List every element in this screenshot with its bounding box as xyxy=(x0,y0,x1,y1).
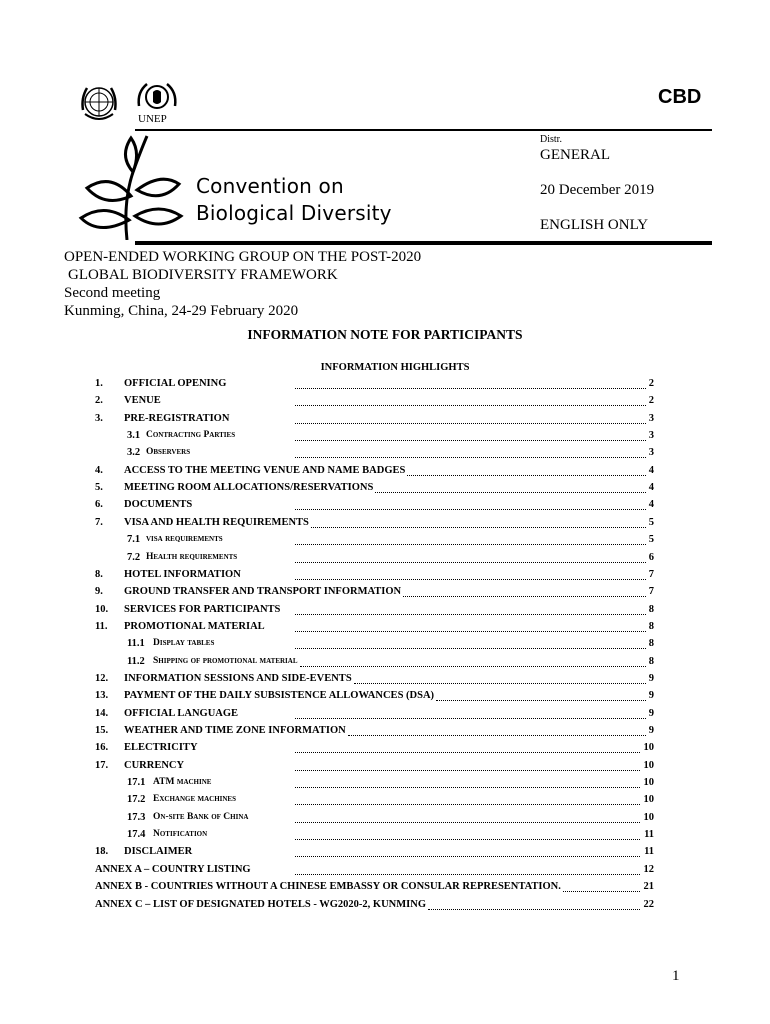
toc-entry-number: 18. xyxy=(95,846,109,858)
convention-name-line2: Biological Diversity xyxy=(196,201,392,225)
toc-entry-page: 4 xyxy=(648,482,654,494)
toc-entry-leader xyxy=(295,638,646,649)
toc-entry-number: 17.3 xyxy=(127,811,146,823)
toc-entry[interactable] xyxy=(0,430,770,446)
toc-entry-leader xyxy=(375,482,646,493)
cbd-plant-logo-icon xyxy=(75,132,187,240)
toc-entry-number: 10. xyxy=(95,603,109,615)
header-rule-bottom xyxy=(135,241,712,245)
distribution-general: GENERAL xyxy=(540,147,610,163)
toc-entry-label: ANNEX C – LIST OF DESIGNATED HOTELS - WG2020-2, KUNMING xyxy=(95,898,426,910)
toc-entry[interactable] xyxy=(0,656,770,672)
toc-entry-label: WEATHER AND TIME ZONE INFORMATION xyxy=(124,725,346,736)
toc-entry-label: GROUND TRANSFER AND TRANSPORT INFORMATION xyxy=(124,586,402,598)
toc-entry-leader xyxy=(403,586,646,597)
toc-entry-leader xyxy=(295,760,640,771)
toc-entry-number: 6. xyxy=(95,499,103,511)
toc-entry[interactable] xyxy=(0,482,770,498)
toc-entry-leader xyxy=(407,465,646,476)
toc-entry-label: DISCLAIMER xyxy=(124,846,193,858)
toc-entry-number: 3.2 xyxy=(127,447,141,459)
toc-entry-number: 8. xyxy=(95,568,103,580)
toc-entry[interactable] xyxy=(0,395,770,411)
toc-entry-page: 8 xyxy=(648,603,654,615)
toc-entry[interactable] xyxy=(0,517,770,533)
toc-entry[interactable] xyxy=(0,794,770,810)
toc-entry-label: SERVICES FOR PARTICIPANTS xyxy=(124,603,281,615)
toc-entry[interactable] xyxy=(0,725,770,741)
toc-entry-page: 6 xyxy=(648,551,654,563)
toc-entry-label: PAYMENT OF THE DAILY SUBSISTENCE ALLOWANCES (DSA) xyxy=(124,690,435,702)
meeting-session: Second meeting xyxy=(64,285,161,301)
toc-entry-leader xyxy=(295,829,640,840)
toc-entry-label: OFFICIAL OPENING xyxy=(124,378,227,389)
toc-entry-label: VENUE xyxy=(124,395,161,407)
toc-entry-leader xyxy=(295,864,640,875)
toc-entry-page: 5 xyxy=(648,516,654,528)
toc-entry-leader xyxy=(295,569,646,580)
toc-entry-leader xyxy=(295,708,646,719)
toc-entry-number: 17.1 xyxy=(127,777,146,789)
toc-entry[interactable] xyxy=(0,621,770,637)
toc-entry-label: VISA AND HEALTH REQUIREMENTS xyxy=(124,516,309,528)
toc-entry[interactable] xyxy=(0,552,770,568)
toc-entry-label: Observers xyxy=(146,447,191,458)
toc-entry-leader xyxy=(295,534,646,545)
toc-entry-leader xyxy=(300,656,646,667)
toc-entry[interactable] xyxy=(0,378,770,394)
toc-entry-page: 8 xyxy=(648,638,654,650)
toc-entry-leader xyxy=(436,690,646,701)
toc-entry-label: On-site Bank of China xyxy=(153,811,249,822)
toc-entry-leader xyxy=(428,899,640,910)
document-language: ENGLISH ONLY xyxy=(540,217,649,233)
toc-entry-leader xyxy=(295,395,646,406)
toc-entry[interactable] xyxy=(0,638,770,654)
toc-entry[interactable] xyxy=(0,708,770,724)
toc-entry-page: 3 xyxy=(648,447,654,459)
toc-entry-label: Contracting Parties xyxy=(146,430,236,441)
toc-entry-number: 4. xyxy=(95,464,103,476)
toc-entry-number: 3.1 xyxy=(127,430,141,442)
toc-entry-number: 7.2 xyxy=(127,551,141,563)
toc-entry-label: INFORMATION SESSIONS AND SIDE-EVENTS xyxy=(124,672,352,684)
toc-entry-label: ANNEX B - COUNTRIES WITHOUT A CHINESE EMBASSY OR CONSULAR REPRESENTATION. xyxy=(95,881,561,893)
page-title: INFORMATION NOTE FOR PARTICIPANTS xyxy=(247,327,523,342)
meeting-title-line1: OPEN-ENDED WORKING GROUP ON THE POST-2020 xyxy=(64,249,422,265)
toc-entry[interactable] xyxy=(0,760,770,776)
toc-entry-number: 11.1 xyxy=(127,638,145,650)
toc-entry-number: 3. xyxy=(95,412,103,424)
toc-entry-number: 14. xyxy=(95,707,109,719)
toc-entry-page: 22 xyxy=(643,898,654,910)
toc-entry-label: Health requirements xyxy=(146,551,238,562)
toc-entry-leader xyxy=(295,413,646,424)
toc-entry-page: 8 xyxy=(648,620,654,632)
toc-entry[interactable] xyxy=(0,604,770,620)
toc-entry-page: 10 xyxy=(643,759,654,771)
toc-entry[interactable] xyxy=(0,864,770,880)
toc-entry-label: CURRENCY xyxy=(124,759,185,771)
toc-entry-number: 9. xyxy=(95,586,103,598)
toc-entry-page: 7 xyxy=(648,568,654,580)
toc-entry[interactable] xyxy=(0,673,770,689)
toc-entry-number: 2. xyxy=(95,395,103,407)
toc-entry-leader xyxy=(295,552,646,563)
toc-entry[interactable] xyxy=(0,742,770,758)
toc-entry-leader xyxy=(348,725,646,736)
toc-entry-leader xyxy=(354,673,646,684)
toc-entry-number: 16. xyxy=(95,742,109,754)
toc-entry-leader xyxy=(295,846,640,857)
toc-entry-leader xyxy=(295,378,646,389)
toc-entry-number: 12. xyxy=(95,672,109,684)
toc-entry-page: 5 xyxy=(648,534,654,546)
toc-entry-label: MEETING ROOM ALLOCATIONS/RESERVATIONS xyxy=(124,482,374,494)
toc-entry-leader xyxy=(295,812,640,823)
toc-entry-leader xyxy=(295,742,640,753)
toc-entry-label: Exchange machines xyxy=(153,794,236,805)
meeting-venue-dates: Kunming, China, 24-29 February 2020 xyxy=(64,303,299,319)
un-emblem-icon xyxy=(77,80,121,124)
toc-entry-leader xyxy=(295,621,646,632)
toc-entry-label: ATM machine xyxy=(153,777,212,788)
toc-entry-page: 9 xyxy=(648,672,654,684)
page-number: 1 xyxy=(672,968,680,984)
toc-entry-label: PRE-REGISTRATION xyxy=(124,412,230,424)
unep-logo-icon xyxy=(135,80,179,114)
toc-entry[interactable] xyxy=(0,881,770,897)
toc-entry-number: 11.2 xyxy=(127,655,145,667)
toc-entry-leader xyxy=(295,604,646,615)
toc-entry-number: 13. xyxy=(95,690,109,702)
toc-entry[interactable] xyxy=(0,586,770,602)
toc-entry-label: PROMOTIONAL MATERIAL xyxy=(124,620,265,632)
distr-label: Distr. xyxy=(540,134,562,145)
toc-entry-page: 11 xyxy=(644,846,654,858)
toc-entry-number: 11. xyxy=(95,620,108,632)
toc-entry-page: 10 xyxy=(643,811,654,823)
toc-entry[interactable] xyxy=(0,569,770,585)
toc-entry-leader xyxy=(295,447,646,458)
toc-entry-label: HOTEL INFORMATION xyxy=(124,568,241,580)
toc-entry-label: Shipping of promotional material xyxy=(153,655,298,666)
toc-entry-page: 4 xyxy=(648,499,654,511)
meeting-title-line2: GLOBAL BIODIVERSITY FRAMEWORK xyxy=(68,267,338,283)
toc-entry[interactable] xyxy=(0,499,770,515)
toc-entry-label: ANNEX A – COUNTRY LISTING xyxy=(95,863,251,875)
highlights-title: INFORMATION HIGHLIGHTS xyxy=(320,362,470,373)
toc-entry-page: 11 xyxy=(644,829,654,841)
toc-entry[interactable] xyxy=(0,413,770,429)
toc-entry-page: 21 xyxy=(643,881,654,893)
toc-entry-number: 17.2 xyxy=(127,794,146,806)
toc-entry[interactable] xyxy=(0,812,770,828)
toc-entry-leader xyxy=(563,881,640,892)
toc-entry-label: Notification xyxy=(153,829,208,840)
toc-entry-leader xyxy=(295,794,640,805)
toc-entry[interactable] xyxy=(0,829,770,845)
toc-entry-number: 17.4 xyxy=(127,829,146,841)
toc-entry-page: 9 xyxy=(648,690,654,702)
toc-entry-page: 10 xyxy=(643,777,654,789)
toc-entry-label: ELECTRICITY xyxy=(124,742,198,754)
toc-entry[interactable] xyxy=(0,899,770,915)
toc-entry-page: 3 xyxy=(648,412,654,424)
header-rule-top xyxy=(135,129,712,131)
toc-entry-page: 3 xyxy=(648,430,654,442)
toc-entry-page: 9 xyxy=(648,725,654,736)
toc-entry-number: 7. xyxy=(95,516,103,528)
toc-entry-leader xyxy=(295,499,646,510)
toc-entry-label: ACCESS TO THE MEETING VENUE AND NAME BADGES xyxy=(124,464,406,476)
unep-label: UNEP xyxy=(138,113,167,125)
toc-entry[interactable] xyxy=(0,846,770,862)
toc-entry[interactable] xyxy=(0,534,770,550)
toc-entry-page: 8 xyxy=(648,655,654,667)
toc-entry-number: 15. xyxy=(95,725,109,736)
toc-entry-label: DOCUMENTS xyxy=(124,499,193,511)
toc-entry-label: Display tables xyxy=(153,638,215,649)
toc-entry-page: 4 xyxy=(648,464,654,476)
toc-entry[interactable] xyxy=(0,465,770,481)
toc-entry-number: 1. xyxy=(95,378,103,389)
toc-entry-leader xyxy=(311,517,646,528)
toc-entry-page: 10 xyxy=(643,794,654,806)
toc-entry-page: 2 xyxy=(648,395,654,407)
toc-entry-page: 10 xyxy=(643,742,654,754)
toc-entry-label: OFFICIAL LANGUAGE xyxy=(124,707,239,719)
toc-entry-leader xyxy=(295,430,646,441)
toc-entry-leader xyxy=(295,777,640,788)
convention-name-line1: Convention on xyxy=(196,174,344,198)
toc-entry-page: 12 xyxy=(643,863,654,875)
toc-entry-number: 17. xyxy=(95,759,109,771)
toc-entry[interactable] xyxy=(0,447,770,463)
toc-entry[interactable] xyxy=(0,690,770,706)
toc-entry-number: 5. xyxy=(95,482,103,494)
toc-entry-number: 7.1 xyxy=(127,534,141,546)
toc-entry-page: 7 xyxy=(648,586,654,598)
toc-entry-page: 9 xyxy=(648,707,654,719)
toc-entry[interactable] xyxy=(0,777,770,793)
toc-entry-label: visa requirements xyxy=(146,534,223,545)
document-date: 20 December 2019 xyxy=(540,182,655,198)
document-symbol: CBD xyxy=(658,86,702,108)
toc-entry-page: 2 xyxy=(648,378,654,389)
